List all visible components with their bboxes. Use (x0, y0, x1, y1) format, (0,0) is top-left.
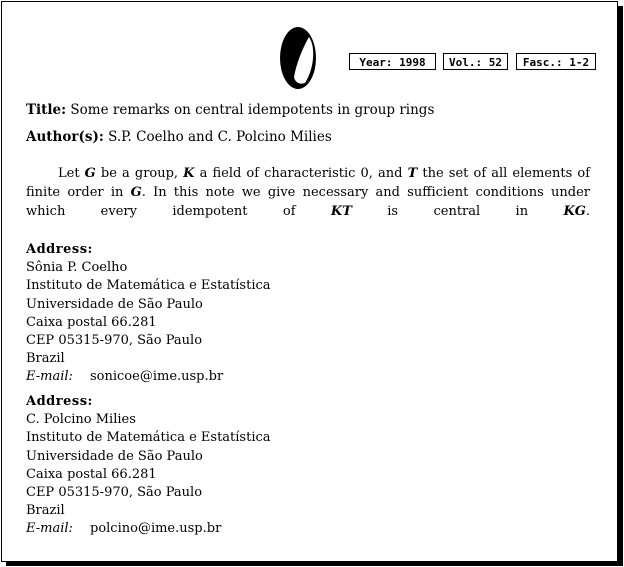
email-address[interactable]: polcino@ime.usp.br (90, 521, 222, 537)
abstract-text: the set of all elements of finite order in (26, 166, 591, 200)
abstract-text: a field of characteristic 0, and (194, 166, 408, 181)
address-line: CEP 05315-970, São Paulo (26, 333, 203, 349)
address-line: Instituto de Matemática e Estatística (26, 278, 271, 294)
abstract-text: is central in (351, 204, 564, 219)
address-block-2 (26, 393, 271, 539)
email-label: E-mail: (26, 369, 73, 385)
address-line: Instituto de Matemática e Estatística (26, 430, 271, 446)
title-line (26, 102, 434, 118)
math-symbol: G (84, 166, 96, 181)
math-symbol: KT (330, 204, 352, 219)
email-label: E-mail: (26, 521, 73, 537)
address-line: Caixa postal 66.281 (26, 466, 157, 482)
address-heading: Address: (26, 394, 93, 409)
math-symbol: KG (563, 204, 586, 219)
abstract-paragraph (26, 164, 590, 240)
volume-box: Vol.: 52 (443, 53, 508, 70)
abstract-text: be a group, (95, 166, 184, 181)
address-heading: Address: (26, 242, 93, 257)
fascicle-box: Fasc.: 1-2 (516, 53, 596, 70)
article-authors: S.P. Coelho and C. Polcino Milies (108, 129, 332, 145)
email-line (26, 368, 271, 386)
journal-logo-icon (278, 25, 318, 91)
title-label: Title: (26, 102, 67, 118)
math-symbol: T (407, 166, 418, 181)
page-shadow-right (618, 6, 623, 566)
math-symbol: G (130, 185, 142, 200)
address-line: Sônia P. Coelho (26, 260, 128, 276)
address-line: Universidade de São Paulo (26, 448, 203, 464)
email-address[interactable]: sonicoe@ime.usp.br (90, 369, 224, 385)
abstract-text: . (585, 204, 590, 219)
address-line: Universidade de São Paulo (26, 296, 203, 312)
authors-label: Author(s): (26, 129, 104, 145)
address-line: CEP 05315-970, São Paulo (26, 485, 203, 501)
address-line: Brazil (26, 351, 65, 367)
email-line (26, 520, 271, 538)
abstract-text: . In this note we give necessary and sufficient conditions under which every idempotent of (26, 185, 590, 219)
authors-line (26, 129, 332, 145)
address-line: C. Polcino Milies (26, 412, 136, 428)
address-line: Caixa postal 66.281 (26, 314, 157, 330)
address-line: Brazil (26, 503, 65, 519)
article-title: Some remarks on central idempotents in group rings (70, 102, 435, 118)
address-block-1 (26, 241, 271, 387)
math-symbol: K (183, 166, 195, 181)
page-shadow-bottom (6, 561, 623, 566)
abstract (26, 164, 590, 240)
abstract-text: Let (58, 166, 85, 181)
year-box: Year: 1998 (349, 53, 436, 70)
